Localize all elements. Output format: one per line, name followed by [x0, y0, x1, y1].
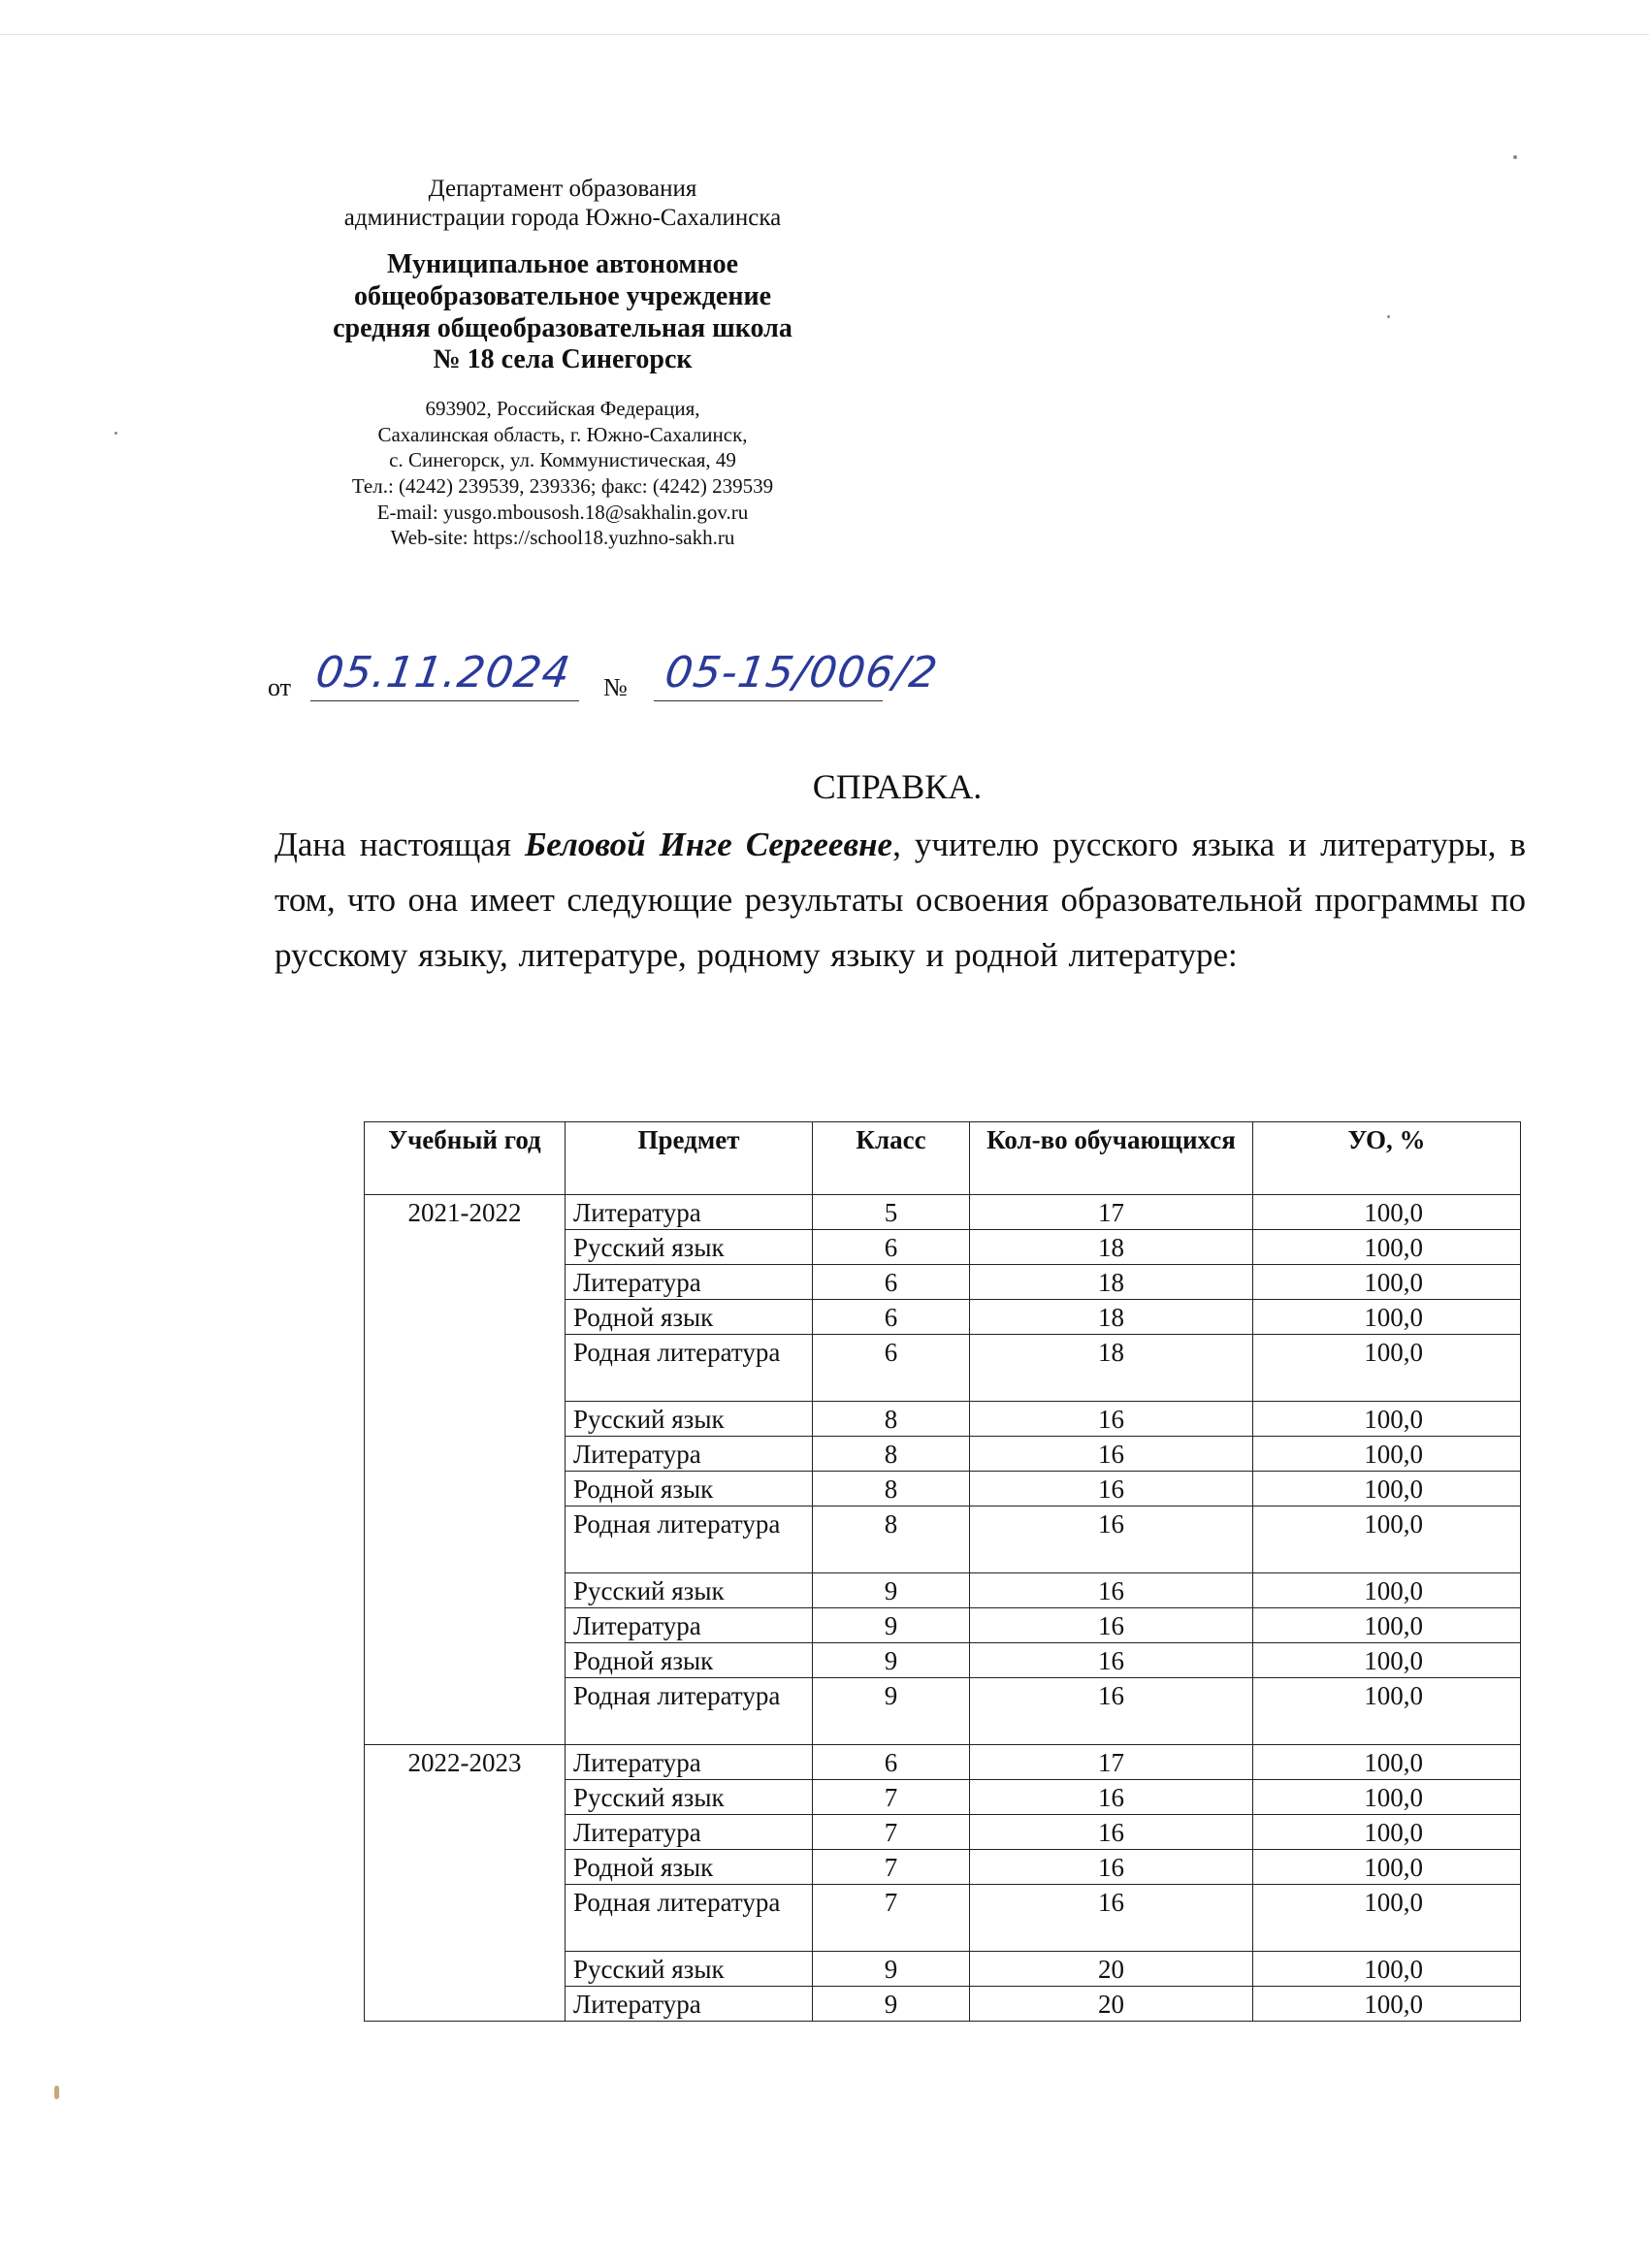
subject-cell: Русский язык [566, 1402, 813, 1437]
subject-cell: Родная литература [566, 1507, 813, 1573]
scan-speck [114, 432, 117, 435]
count-cell: 16 [970, 1780, 1253, 1815]
uo-cell: 100,0 [1253, 1987, 1521, 2022]
class-cell: 8 [813, 1437, 970, 1472]
department-line: Департамент образования [428, 176, 697, 202]
class-cell: 7 [813, 1815, 970, 1850]
subject-cell: Русский язык [566, 1230, 813, 1265]
handwritten-date: 05.11.2024 [312, 648, 574, 697]
uo-cell: 100,0 [1253, 1608, 1521, 1643]
address-line: с. Синегорск, ул. Коммунистическая, 49 [389, 448, 736, 472]
count-cell: 16 [970, 1885, 1253, 1952]
subject-cell: Русский язык [566, 1573, 813, 1608]
count-cell: 16 [970, 1507, 1253, 1573]
text-suffix: , учителю русского языка и литературы, в том, что она имеет следующие результаты освоения образовательной программы по русскому языку, литературе, родному языку и родной литературе: [275, 826, 1526, 974]
uo-cell: 100,0 [1253, 1952, 1521, 1987]
class-cell: 6 [813, 1335, 970, 1402]
count-cell: 17 [970, 1195, 1253, 1230]
count-cell: 16 [970, 1472, 1253, 1507]
count-cell: 18 [970, 1335, 1253, 1402]
subject-cell: Русский язык [566, 1952, 813, 1987]
handwritten-number: 05-15/006/2 [662, 648, 942, 697]
year-cell: 2021-2022 [365, 1195, 566, 1745]
uo-cell: 100,0 [1253, 1573, 1521, 1608]
uo-cell: 100,0 [1253, 1472, 1521, 1507]
count-cell: 18 [970, 1300, 1253, 1335]
subject-cell: Родной язык [566, 1472, 813, 1507]
count-cell: 16 [970, 1678, 1253, 1745]
class-cell: 7 [813, 1885, 970, 1952]
address-line: Сахалинская область, г. Южно-Сахалинск, [377, 422, 748, 446]
uo-cell: 100,0 [1253, 1300, 1521, 1335]
class-cell: 9 [813, 1608, 970, 1643]
uo-cell: 100,0 [1253, 1195, 1521, 1230]
uo-cell: 100,0 [1253, 1643, 1521, 1678]
header-subject: Предмет [566, 1122, 813, 1195]
certificate-text [275, 817, 1526, 983]
scan-speck [54, 2086, 59, 2099]
year-cell: 2022-2023 [365, 1745, 566, 2022]
class-cell: 8 [813, 1507, 970, 1573]
subject-cell: Родная литература [566, 1335, 813, 1402]
subject-cell: Литература [566, 1815, 813, 1850]
count-cell: 16 [970, 1815, 1253, 1850]
subject-cell: Родной язык [566, 1850, 813, 1885]
text-prefix: Дана настоящая [275, 826, 526, 863]
school-name-line: средняя общеобразовательная школа [333, 312, 792, 343]
scan-speck [1387, 315, 1390, 318]
subject-cell: Литература [566, 1987, 813, 2022]
table-row [365, 1745, 1521, 1780]
school-name-line: № 18 села Синегорск [433, 344, 693, 375]
school-name [291, 249, 834, 376]
uo-cell: 100,0 [1253, 1230, 1521, 1265]
class-cell: 9 [813, 1678, 970, 1745]
school-address [291, 396, 834, 551]
uo-cell: 100,0 [1253, 1437, 1521, 1472]
table-row [365, 1195, 1521, 1230]
count-cell: 16 [970, 1608, 1253, 1643]
letterhead [291, 175, 834, 551]
header-year: Учебный год [365, 1122, 566, 1195]
count-cell: 16 [970, 1402, 1253, 1437]
uo-cell: 100,0 [1253, 1780, 1521, 1815]
header-count: Кол-во обучающихся [970, 1122, 1253, 1195]
from-label: от [268, 673, 292, 701]
uo-cell: 100,0 [1253, 1678, 1521, 1745]
count-cell: 20 [970, 1987, 1253, 2022]
class-cell: 8 [813, 1402, 970, 1437]
subject-cell: Литература [566, 1608, 813, 1643]
class-cell: 9 [813, 1987, 970, 2022]
count-cell: 17 [970, 1745, 1253, 1780]
subject-cell: Литература [566, 1195, 813, 1230]
uo-cell: 100,0 [1253, 1850, 1521, 1885]
class-cell: 6 [813, 1300, 970, 1335]
number-underline [654, 700, 883, 701]
subject-cell: Родная литература [566, 1678, 813, 1745]
count-cell: 16 [970, 1850, 1253, 1885]
count-cell: 16 [970, 1643, 1253, 1678]
document-title: СПРАВКА. [812, 767, 983, 806]
scan-edge-line [0, 34, 1649, 35]
registration-line [268, 650, 947, 708]
website-line: Web-site: https://school18.yuzhno-sakh.ru [390, 526, 735, 550]
count-cell: 16 [970, 1437, 1253, 1472]
class-cell: 9 [813, 1643, 970, 1678]
date-underline [310, 700, 579, 701]
subject-cell: Родной язык [566, 1300, 813, 1335]
class-cell: 9 [813, 1952, 970, 1987]
header-uo: УО, % [1253, 1122, 1521, 1195]
uo-cell: 100,0 [1253, 1885, 1521, 1952]
school-name-line: общеобразовательное учреждение [353, 280, 772, 311]
count-cell: 18 [970, 1230, 1253, 1265]
count-cell: 18 [970, 1265, 1253, 1300]
table-header-row [365, 1122, 1521, 1195]
class-cell: 7 [813, 1850, 970, 1885]
subject-cell: Родной язык [566, 1643, 813, 1678]
subject-cell: Родная литература [566, 1885, 813, 1952]
class-cell: 7 [813, 1780, 970, 1815]
email-line: E-mail: yusgo.mbousosh.18@sakhalin.gov.ru [376, 500, 749, 524]
uo-cell: 100,0 [1253, 1265, 1521, 1300]
uo-cell: 100,0 [1253, 1745, 1521, 1780]
address-line: 693902, Российская Федерация, [425, 397, 700, 420]
table-body [365, 1195, 1521, 2022]
subject-cell: Литература [566, 1265, 813, 1300]
class-cell: 8 [813, 1472, 970, 1507]
class-cell: 5 [813, 1195, 970, 1230]
header-class: Класс [813, 1122, 970, 1195]
subject-cell: Русский язык [566, 1780, 813, 1815]
department-line: администрации города Южно-Сахалинска [343, 204, 782, 231]
subject-cell: Литература [566, 1437, 813, 1472]
class-cell: 6 [813, 1745, 970, 1780]
phone-line: Тел.: (4242) 239539, 239336; факс: (4242) 239539 [351, 473, 774, 498]
results-table [364, 1121, 1521, 2022]
class-cell: 6 [813, 1265, 970, 1300]
count-cell: 20 [970, 1952, 1253, 1987]
uo-cell: 100,0 [1253, 1815, 1521, 1850]
uo-cell: 100,0 [1253, 1507, 1521, 1573]
number-label: № [603, 673, 628, 701]
class-cell: 6 [813, 1230, 970, 1265]
class-cell: 9 [813, 1573, 970, 1608]
uo-cell: 100,0 [1253, 1402, 1521, 1437]
scan-speck [1513, 155, 1517, 159]
teacher-name: Беловой Инге Сергеевне [525, 826, 893, 863]
uo-cell: 100,0 [1253, 1335, 1521, 1402]
subject-cell: Литература [566, 1745, 813, 1780]
department-name [291, 175, 834, 232]
count-cell: 16 [970, 1573, 1253, 1608]
school-name-line: Муниципальное автономное [386, 249, 739, 279]
